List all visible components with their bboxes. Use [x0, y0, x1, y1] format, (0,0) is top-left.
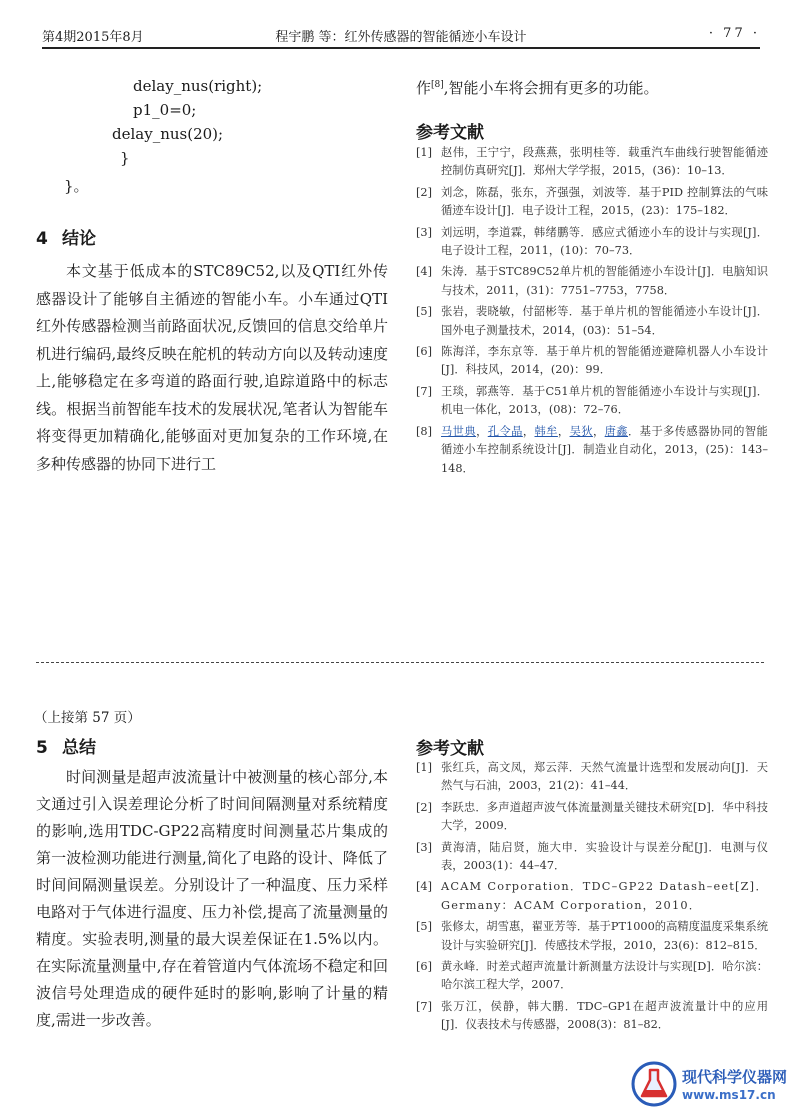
running-header: [42, 24, 760, 46]
reference-item: [5] 张修太，胡雪惠，翟亚芳等．基于PT1000的高精度温度采集系统设计与实验研究[J]．传感技术学报，2010，23(6)：812–815．: [416, 920, 768, 952]
author-link[interactable]: 孔令晶: [487, 424, 523, 438]
section-title: 结论: [62, 229, 96, 249]
article-divider: [36, 662, 764, 663]
section-title: 总结: [62, 738, 96, 758]
reference-item: [3] 黄海清，陆启贤，施大申．实验设计与误差分配[J]．电测与仪表，2003(1)：44–47．: [416, 840, 768, 873]
reference-item: [1] 赵伟，王宁宁，段燕燕，张明桂等．载重汽车曲线行驶智能循迹控制仿真研究[J]．郑州大学学报，2015，(36)：10–13．: [416, 146, 768, 178]
header-rule: [42, 47, 760, 49]
paragraph-text: 时间测量是超声波流量计中被测量的核心部分,本文通过引入误差理论分析了时间间隔测量对系统精度的影响,选用TDC-GP22高精度时间测量芯片集成的第一波检测功能进行测量,简化了电路的设计、降低了时间间隔测量误差。分别设计了一种温度、压力采样电路对于气体进行温度、压力补偿,提高了流量测量的精度。实验表明,测量的最大误差保证在1.5%以内。在实际流量测量中,存在着管道内气体流场不稳定和回波信号处理造成的硬件延时的影响,影响了计量的精度,需进一步改善。: [36, 768, 388, 1029]
citation-mark: [8]: [431, 80, 444, 90]
references-heading: 参考文献: [416, 739, 484, 759]
reference-item: [4] 朱涛．基于STC89C52单片机的智能循迹小车设计[J]．电脑知识与技术，2011，(31)：7751–7753，7758．: [416, 265, 768, 297]
reference-item: [5] 张岩，裴晓敏，付韶彬等．基于单片机的智能循迹小车设计[J]．国外电子测量技术，2014，(03)：51–54．: [416, 305, 768, 337]
paragraph-text: 本文基于低成本的STC89C52,以及QTI红外传感器设计了能够自主循迹的智能小车。小车通过QTI红外传感器检测当前路面状况,反馈回的信息交给单片机进行编码,最终反映在舵机的转动方向以及转动速度上,能够稳定在多弯道的路面行驶,追踪道路中的标志线。根据当前智能车技术的发展状况,笔者认为智能车将变得更加精确化,能够面对更加复杂的工作环境,在多种传感器的协同下进行工: [36, 262, 388, 473]
flask-logo-icon: [630, 1060, 678, 1108]
reference-item: [1] 张红兵，高文凤，郑云萍．天然气流量计选型和发展动向[J]．天然气与石油，2003，21(2)：41–44．: [416, 761, 768, 793]
section-number: 4: [36, 229, 48, 249]
reference-item: [3] 刘远明，李道霖，韩绪鹏等．感应式循迹小车的设计与实现[J]．电子设计工程，2011，(10)：70–73．: [416, 225, 768, 258]
reference-item: [7] 王琰，郭燕等．基于C51单片机的智能循迹小车设计与实现[J]．机电一体化，2013，(08)：72–76．: [416, 384, 768, 417]
author-link[interactable]: 吴狄: [569, 424, 593, 438]
section-number: 5: [36, 738, 48, 758]
code-line: }。: [64, 177, 89, 195]
author-link[interactable]: 唐鑫: [604, 424, 628, 438]
continuation-text: 作[8],智能小车将会拥有更多的功能。: [416, 79, 659, 97]
watermark-title: 现代科学仪器网: [682, 1068, 788, 1086]
section-heading-conclusion: [36, 224, 96, 249]
references-heading: 参考文献: [416, 123, 484, 143]
reference-item: [6] 黄永峰．时差式超声流量计新测量方法设计与实现[D]．哈尔滨：哈尔滨工程大学，2007．: [416, 960, 768, 992]
summary-paragraph: [36, 764, 388, 1034]
reference-item: [4] ACAM Corporation．TDC–GP22 Datash–eet[Z]．Germany：ACAM Corporation，2010．: [416, 880, 768, 912]
reference-item: [8] 马世典，孔令晶，韩牟，吴狄，唐鑫．基于多传感器协同的智能循迹小车控制系统设计[J]．制造业自动化，2013，(25)：143–148．: [416, 424, 768, 475]
reference-item: [6] 陈海洋，李东京等．基于单片机的智能循迹避障机器人小车设计[J]．科技风，2014，(20)：99．: [416, 345, 768, 377]
author-link[interactable]: 马世典: [441, 424, 477, 438]
code-line: p1_0=0;: [133, 101, 197, 119]
issue-date: 第4期2015年8月: [42, 30, 144, 45]
author-link[interactable]: 韩牟: [534, 424, 558, 438]
code-line: delay_nus(20);: [112, 125, 224, 143]
conclusion-paragraph: [36, 258, 388, 478]
page-number: · 77 ·: [708, 26, 760, 41]
references-list: [416, 759, 768, 1038]
section-heading-summary: [36, 733, 96, 758]
watermark: [630, 1060, 795, 1108]
code-line: delay_nus(right);: [133, 77, 263, 95]
reference-item: [7] 张万江，侯静，韩大鹏．TDC–GP1在超声波流量计中的应用[J]．仪表技术与传感器，2008(3)：81–82．: [416, 999, 768, 1032]
watermark-url: www.ms17.cn: [682, 1088, 776, 1102]
running-title: 程宇鹏 等：红外传感器的智能循迹小车设计: [275, 30, 527, 45]
reference-item: [2] 刘念，陈磊，张东，齐强强，刘波等．基于PID 控制算法的气味循迹车设计[J]．电子设计工程，2015，(23)：175–182．: [416, 185, 768, 218]
code-line: }: [120, 149, 130, 167]
reference-item: [2] 李跃忠．多声道超声波气体流量测量关键技术研究[D]．华中科技大学，2009．: [416, 800, 768, 833]
references-list: [416, 144, 768, 481]
continued-from-note: （上接第 57 页）: [34, 710, 141, 726]
